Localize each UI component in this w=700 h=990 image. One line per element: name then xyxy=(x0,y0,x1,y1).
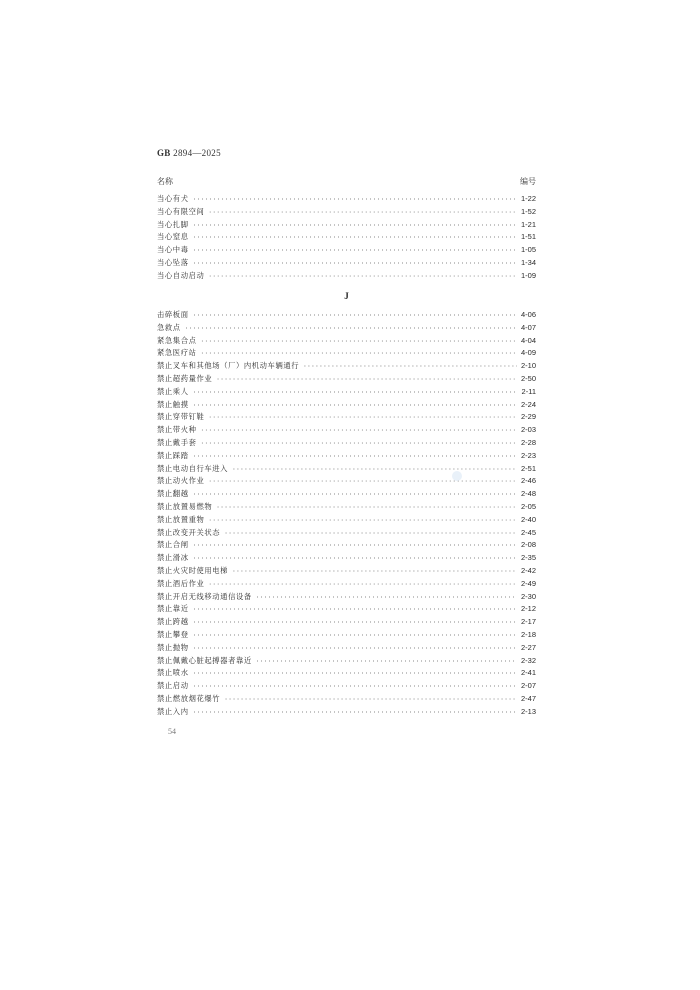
entry-name: 禁止攀登 xyxy=(157,629,189,639)
dot-leader xyxy=(256,656,517,669)
section-letter-j: J xyxy=(344,291,349,301)
entry-code: 2-46 xyxy=(520,476,536,486)
entry-code: 2-51 xyxy=(520,463,536,473)
index-entry xyxy=(157,270,536,283)
entry-code: 2-08 xyxy=(520,540,536,550)
entry-code: 2-48 xyxy=(520,489,536,499)
index-entry xyxy=(157,347,536,360)
index-entry xyxy=(157,411,536,424)
index-entry xyxy=(157,655,536,668)
entry-name: 禁止放置重物 xyxy=(157,514,205,524)
index-entry xyxy=(157,488,536,501)
entry-code: 1-21 xyxy=(520,219,536,229)
entry-code: 2-05 xyxy=(520,501,536,511)
index-entry xyxy=(157,514,536,527)
index-list-section-j xyxy=(157,309,536,719)
standard-number: 2894—2025 xyxy=(173,148,221,158)
entry-code: 2-07 xyxy=(520,681,536,691)
entry-code: 2-47 xyxy=(520,693,536,703)
entry-name: 禁止佩戴心脏起搏器者靠近 xyxy=(157,655,252,665)
index-entry xyxy=(157,244,536,257)
entry-code: 4-07 xyxy=(520,322,536,332)
index-entry xyxy=(157,642,536,655)
entry-code: 2-24 xyxy=(520,399,536,409)
entry-name: 紧急集合点 xyxy=(157,335,197,345)
dot-leader xyxy=(193,194,517,207)
index-entry xyxy=(157,552,536,565)
entry-code: 4-09 xyxy=(520,348,536,358)
index-entry xyxy=(157,693,536,706)
dot-leader xyxy=(256,592,517,605)
index-entry xyxy=(157,399,536,412)
entry-name: 禁止带火种 xyxy=(157,425,197,435)
entry-name: 当心有犬 xyxy=(157,194,189,203)
entry-name: 禁止燃放烟花爆竹 xyxy=(157,693,221,703)
entry-name: 禁止跨越 xyxy=(157,617,189,627)
index-entry xyxy=(157,616,536,629)
column-name-label: 名称 xyxy=(157,177,173,186)
dot-leader xyxy=(193,258,517,271)
index-entry xyxy=(157,475,536,488)
dot-leader xyxy=(193,617,517,630)
entry-name: 禁止踩踏 xyxy=(157,450,189,460)
entry-code: 2-49 xyxy=(520,578,536,588)
index-entry xyxy=(157,386,536,399)
entry-name: 禁止靠近 xyxy=(157,604,189,614)
dot-leader xyxy=(208,579,517,592)
dot-leader xyxy=(224,528,517,541)
index-entry xyxy=(157,373,536,386)
dot-leader xyxy=(193,387,518,400)
dot-leader xyxy=(193,681,517,694)
entry-name: 禁止抛物 xyxy=(157,642,189,652)
entry-code: 2-11 xyxy=(521,386,536,396)
entry-code: 1-09 xyxy=(520,270,536,280)
entry-code: 2-30 xyxy=(520,591,536,601)
entry-name: 禁止合闸 xyxy=(157,540,189,550)
index-entry xyxy=(157,231,536,244)
entry-name: 禁止喷水 xyxy=(157,668,189,678)
entry-name: 禁止启动 xyxy=(157,681,189,691)
entry-code: 4-06 xyxy=(520,310,536,319)
dot-leader xyxy=(216,374,517,387)
entry-name: 禁止戴手套 xyxy=(157,437,197,447)
index-entry xyxy=(157,424,536,437)
index-entry xyxy=(157,335,536,348)
index-entry xyxy=(157,309,536,322)
entry-name: 当心坠落 xyxy=(157,257,189,267)
index-entry xyxy=(157,578,536,591)
index-entry xyxy=(157,591,536,604)
dot-leader xyxy=(232,464,517,477)
dot-leader xyxy=(200,438,517,451)
index-entry xyxy=(157,193,536,206)
entry-code: 2-45 xyxy=(520,527,536,537)
entry-code: 1-51 xyxy=(520,232,536,242)
entry-name: 禁止触摸 xyxy=(157,399,189,409)
standard-prefix: GB xyxy=(157,148,171,158)
index-entry xyxy=(157,437,536,450)
entry-name: 当心中毒 xyxy=(157,245,189,255)
entry-name: 禁止乘人 xyxy=(157,386,189,396)
dot-leader xyxy=(200,425,517,438)
index-entry xyxy=(157,667,536,680)
entry-name: 禁止超药量作业 xyxy=(157,373,213,383)
entry-code: 2-17 xyxy=(520,617,536,627)
dot-leader xyxy=(193,630,517,643)
dot-leader xyxy=(193,245,517,258)
entry-name: 禁止改变开关状态 xyxy=(157,527,221,537)
column-header xyxy=(157,176,536,187)
entry-code: 2-12 xyxy=(520,604,536,614)
entry-name: 禁止电动自行车进入 xyxy=(157,463,229,473)
dot-leader xyxy=(193,604,517,617)
index-entry xyxy=(157,450,536,463)
index-entry xyxy=(157,206,536,219)
entry-code: 2-50 xyxy=(520,373,536,383)
page-number: 54 xyxy=(168,727,176,736)
index-entry xyxy=(157,219,536,232)
dot-leader xyxy=(193,553,517,566)
entry-code: 4-04 xyxy=(520,335,536,345)
dot-leader xyxy=(303,361,517,374)
index-entry xyxy=(157,360,536,373)
entry-code: 2-32 xyxy=(520,655,536,665)
index-entry xyxy=(157,501,536,514)
index-entry xyxy=(157,463,536,476)
dot-leader xyxy=(208,412,517,425)
dot-leader xyxy=(193,310,517,323)
dot-leader xyxy=(208,476,517,489)
index-entry xyxy=(157,565,536,578)
entry-name: 当心扎脚 xyxy=(157,219,189,229)
dot-leader xyxy=(216,502,517,515)
entry-name: 禁止火灾时使用电梯 xyxy=(157,565,229,575)
index-entry xyxy=(157,603,536,616)
entry-name: 击碎板面 xyxy=(157,310,189,319)
entry-name: 当心自动启动 xyxy=(157,270,205,280)
entry-code: 1-34 xyxy=(520,257,536,267)
entry-name: 紧急医疗站 xyxy=(157,348,197,358)
entry-code: 2-42 xyxy=(520,565,536,575)
index-entry xyxy=(157,680,536,693)
index-entry xyxy=(157,629,536,642)
entry-name: 禁止滑冰 xyxy=(157,553,189,563)
index-entry xyxy=(157,539,536,552)
entry-name: 当心有限空间 xyxy=(157,206,205,216)
entry-code: 2-03 xyxy=(520,425,536,435)
entry-code: 2-23 xyxy=(520,450,536,460)
dot-leader xyxy=(200,336,517,349)
entry-name: 禁止动火作业 xyxy=(157,476,205,486)
entry-code: 2-35 xyxy=(520,553,536,563)
dot-leader xyxy=(208,207,517,220)
entry-code: 2-10 xyxy=(520,361,536,371)
dot-leader xyxy=(193,400,517,413)
column-code-label: 编号 xyxy=(520,177,536,186)
entry-code: 2-13 xyxy=(520,706,536,716)
entry-name: 禁止入内 xyxy=(157,706,189,716)
entry-name: 当心窒息 xyxy=(157,232,189,242)
dot-leader xyxy=(232,566,517,579)
index-entry xyxy=(157,257,536,270)
dot-leader xyxy=(224,694,517,707)
dot-leader xyxy=(193,540,517,553)
entry-name: 禁止开启无线移动通信设备 xyxy=(157,591,252,601)
index-list-section-d xyxy=(157,193,536,283)
entry-code: 2-40 xyxy=(520,514,536,524)
entry-code: 2-27 xyxy=(520,642,536,652)
dot-leader xyxy=(208,271,517,284)
watermark-mark xyxy=(452,471,462,481)
dot-leader xyxy=(208,515,517,528)
dot-leader xyxy=(185,323,517,336)
entry-code: 2-18 xyxy=(520,629,536,639)
entry-code: 1-52 xyxy=(520,206,536,216)
dot-leader xyxy=(193,232,517,245)
dot-leader xyxy=(193,707,517,720)
entry-name: 禁止穿带钉鞋 xyxy=(157,412,205,422)
index-entry xyxy=(157,322,536,335)
entry-code: 2-41 xyxy=(520,668,536,678)
entry-code: 1-05 xyxy=(520,245,536,255)
entry-code: 2-29 xyxy=(520,412,536,422)
entry-code: 1-22 xyxy=(520,194,536,203)
entry-name: 禁止叉车和其他场（厂）内机动车辆通行 xyxy=(157,361,300,371)
dot-leader xyxy=(193,489,517,502)
entry-name: 禁止翻越 xyxy=(157,489,189,499)
entry-name: 禁止酒后作业 xyxy=(157,578,205,588)
dot-leader xyxy=(193,451,517,464)
standard-code xyxy=(157,148,221,158)
entry-name: 禁止放置易燃物 xyxy=(157,501,213,511)
index-entry xyxy=(157,706,536,719)
dot-leader xyxy=(193,220,517,233)
index-entry xyxy=(157,527,536,540)
entry-code: 2-28 xyxy=(520,437,536,447)
entry-name: 急救点 xyxy=(157,322,181,332)
dot-leader xyxy=(193,668,517,681)
